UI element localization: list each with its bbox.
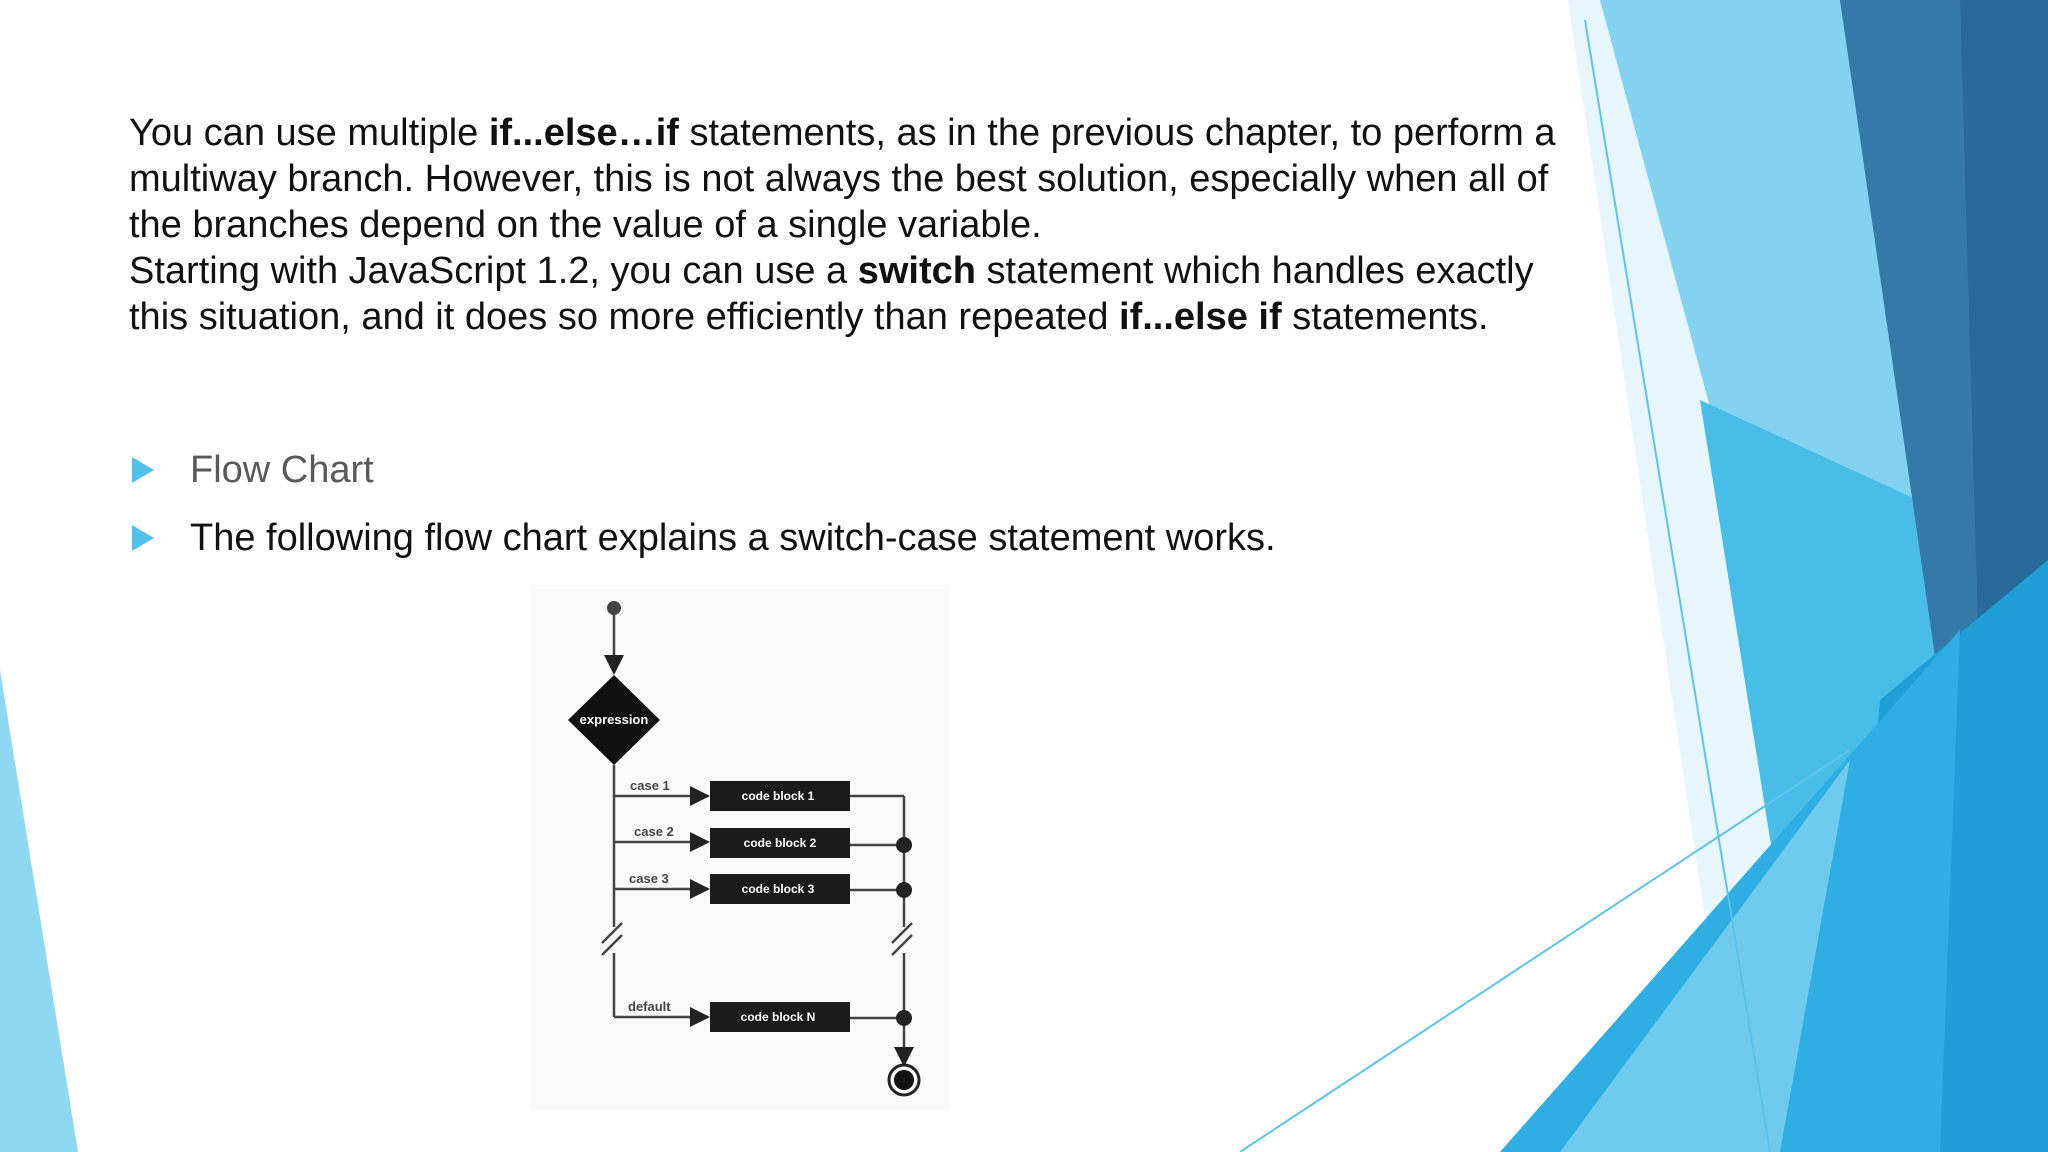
bullet-triangle-icon — [132, 457, 154, 483]
case2-label: case 2 — [634, 824, 674, 839]
bullet-list — [129, 436, 1429, 572]
left-blue-sliver — [0, 670, 78, 1152]
code-block-1-label: code block 1 — [741, 789, 815, 803]
intro-paragraph-2: Starting with JavaScript 1.2, you can use a switch statement which handles exactly this situation, and it does so more efficiently than repeated if...else if statements. — [129, 250, 1534, 338]
expression-label: expression — [579, 712, 649, 727]
bullet-triangle-icon — [132, 525, 154, 551]
code-block-3-label: code block 3 — [741, 882, 815, 896]
default-label: default — [628, 999, 671, 1014]
case3-label: case 3 — [629, 871, 669, 886]
junction-node-2 — [896, 837, 912, 853]
bullet-item-flow-chart: Flow Chart — [129, 436, 1429, 504]
intro-text — [129, 110, 1569, 340]
junction-node-n — [896, 1010, 912, 1026]
start-node — [607, 601, 621, 615]
bullet-item-description: The following flow chart explains a switch-case statement works. — [129, 504, 1429, 572]
junction-node-3 — [896, 882, 912, 898]
switch-flowchart — [530, 585, 950, 1110]
code-block-n-label: code block N — [740, 1010, 816, 1024]
end-node-inner — [894, 1070, 914, 1090]
case1-label: case 1 — [630, 778, 670, 793]
code-block-2-label: code block 2 — [743, 836, 817, 850]
intro-paragraph-1: You can use multiple if...else…if statements, as in the previous chapter, to perform a multiway branch. However, this is not always the best solution, especially when all of the branches depend on the value of a single variable. — [129, 112, 1556, 246]
